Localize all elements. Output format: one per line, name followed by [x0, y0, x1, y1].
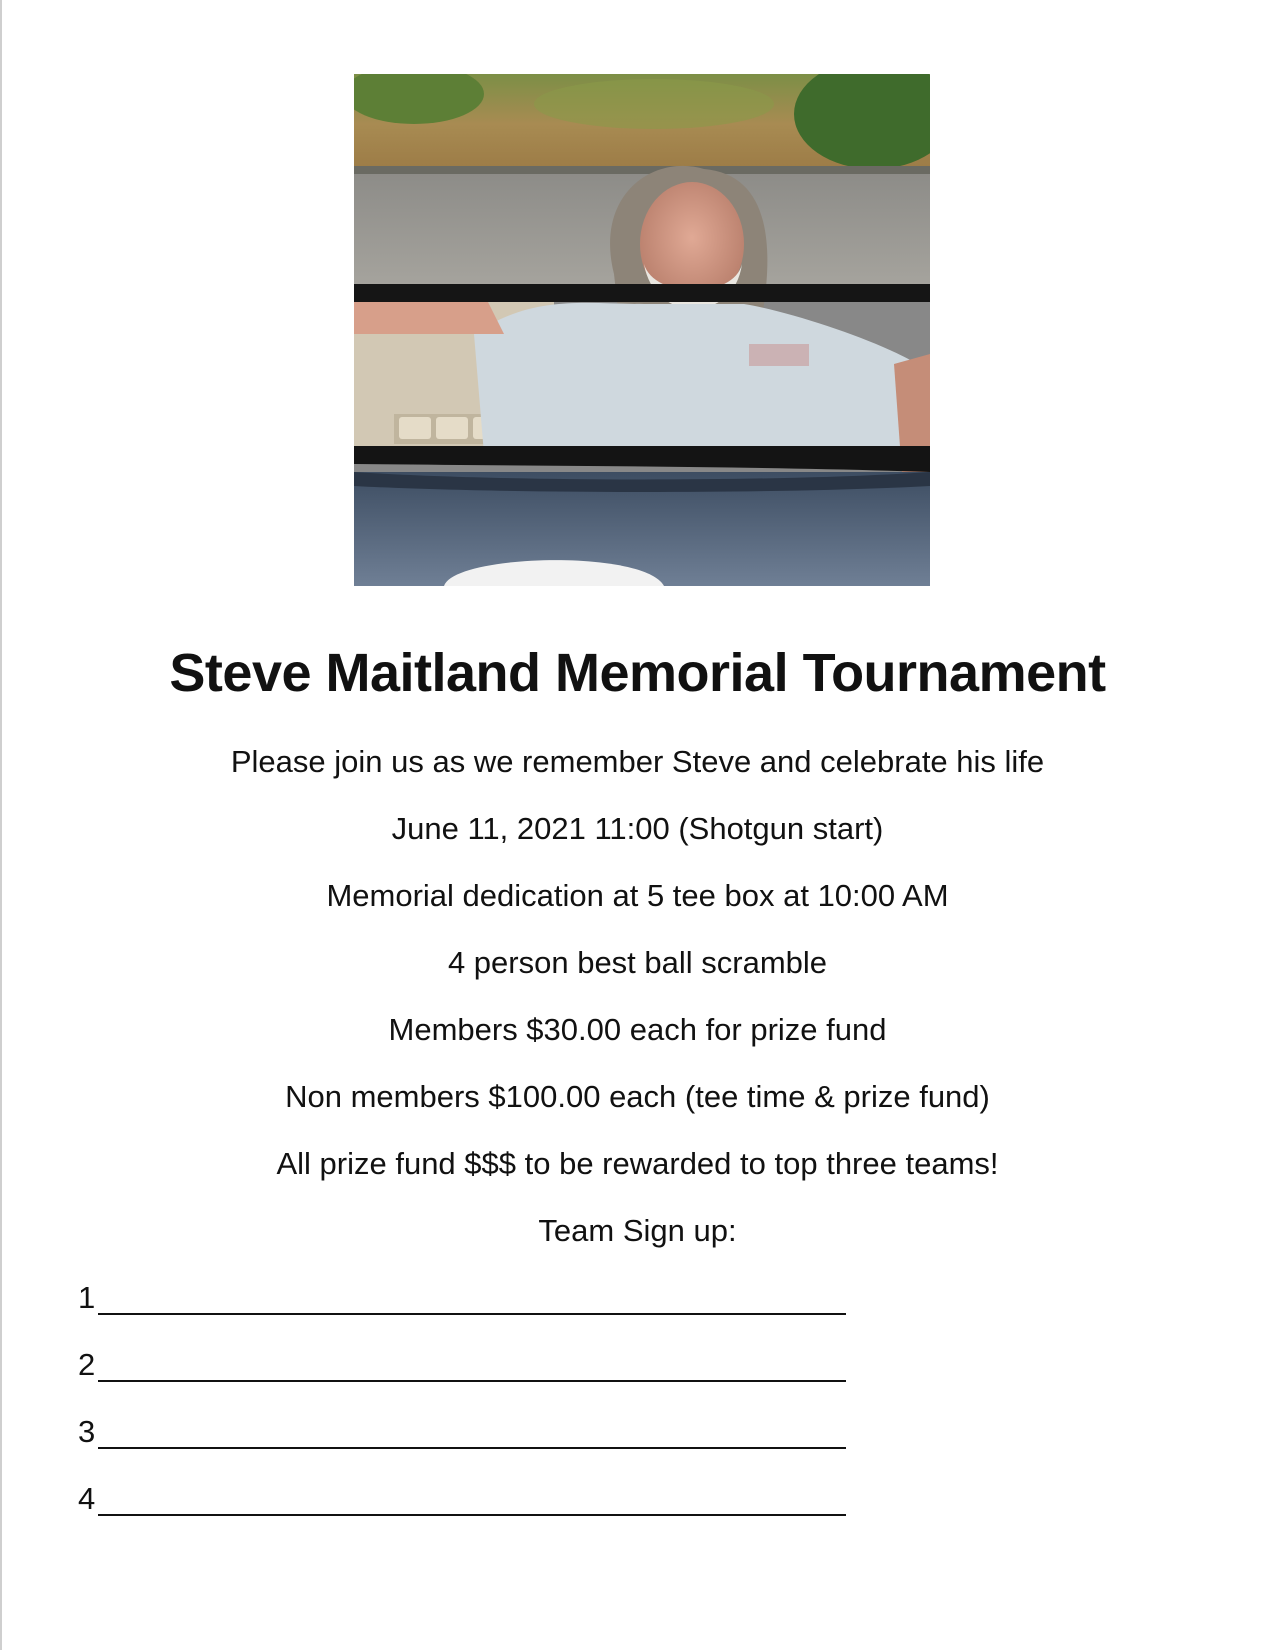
signup-blank[interactable]	[98, 1514, 846, 1516]
signup-number: 1	[78, 1280, 96, 1315]
signup-blank[interactable]	[98, 1313, 846, 1315]
signup-number: 2	[78, 1347, 96, 1382]
event-date-time: June 11, 2021 11:00 (Shotgun start)	[391, 811, 884, 846]
members-fee-text: Members $30.00 each for prize fund	[388, 1012, 887, 1047]
signup-line-2[interactable]	[78, 1345, 848, 1385]
prize-fund-text: All prize fund $$$ to be rewarded to top three teams!	[276, 1146, 999, 1181]
memorial-photo	[354, 74, 930, 586]
signup-blank[interactable]	[98, 1380, 846, 1382]
signup-line-1[interactable]	[78, 1278, 848, 1318]
signup-number: 4	[78, 1481, 96, 1516]
dedication-text: Memorial dedication at 5 tee box at 10:00 AM	[326, 878, 949, 913]
invitation-text: Please join us as we remember Steve and celebrate his life	[230, 744, 1045, 779]
signup-line-3[interactable]	[78, 1412, 848, 1452]
page-title: Steve Maitland Memorial Tournament	[169, 643, 1106, 703]
non-members-fee-text: Non members $100.00 each (tee time & prize fund)	[285, 1079, 990, 1114]
signup-number: 3	[78, 1414, 96, 1449]
format-text: 4 person best ball scramble	[447, 945, 828, 980]
team-signup-heading: Team Sign up:	[538, 1213, 737, 1248]
signup-line-4[interactable]	[78, 1479, 848, 1519]
signup-blank[interactable]	[98, 1447, 846, 1449]
